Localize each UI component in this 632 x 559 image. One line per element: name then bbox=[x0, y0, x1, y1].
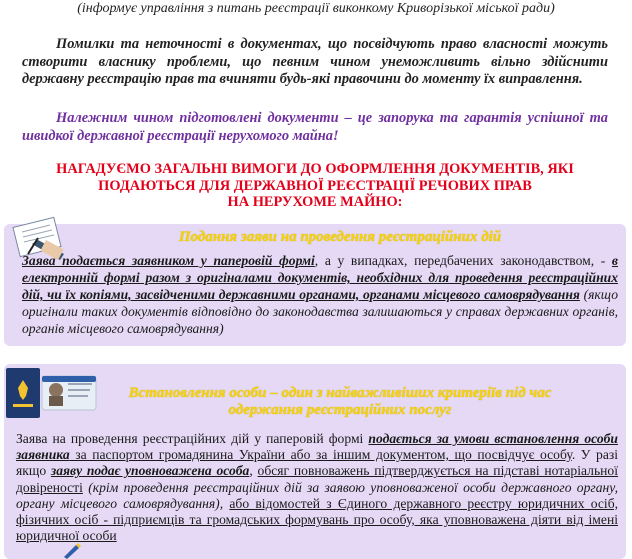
intro-paragraph: Помилки та неточності в документах, що посвідчують право власності можуть створити власнику проблеми, що певним чином унеможливить вільно здійснити державну реєстрацію прав та вчиняти будь-які правочини до моменту їх виправлення. bbox=[22, 36, 608, 88]
section-identity-title: Встановлення особи – один з найважливіших критеріїв під час одержання реєстраційних послуг bbox=[128, 385, 552, 418]
heading-line: ПОДАЮТЬСЯ ДЛЯ ДЕРЖАВНОЇ РЕЄСТРАЦІЇ РЕЧОВИХ ПРАВ bbox=[98, 177, 532, 194]
section-application-title: Подання заяви на проведення реєстраційних дій bbox=[178, 229, 502, 245]
section-identity-text: Заява на проведення реєстраційних дій у паперовій формі подається за умови встановлення особи заявника за паспортом громадянина України або за іншим документом, що посвідчує особу. У разі якщо заяву подає уповноважена особа, обсяг повноважень підтверджується на підставі нотаріальної довіреності (крім проведення реєстраційних дій за заявою уповноваженої особи державного органу, органу місцевого самоврядування), або відомостей з Єдиного державного реєстру юридичних осіб, фізичних осіб - підприємців та громадських формувань про особу, яка уповноважена діяти від імені юридичної особи bbox=[16, 431, 619, 544]
passport-id-icon bbox=[4, 366, 100, 428]
heading-line: НА НЕРУХОМЕ МАЙНО: bbox=[227, 194, 403, 211]
requirements-heading bbox=[30, 161, 600, 211]
page-subtitle: (інформує управління з питань реєстрації виконкому Криворізької міської ради) bbox=[77, 1, 555, 16]
heading-line: НАГАДУЄМО ЗАГАЛЬНІ ВИМОГИ ДО ОФОРМЛЕННЯ ДОКУМЕНТІВ, ЯКІ bbox=[56, 161, 574, 177]
pen-icon bbox=[62, 541, 84, 559]
section-application-text: Заява подається заявником у паперовій формі, а у випадках, передбачених законодавством, - в електронній формі разом з оригіналами документів, необхідних для проведення реєстраційних дій, чи їх копіями, засвідченими державними органами, органами місцевого самоврядування (якщо оригінали таких документів відповідно до законодавства залишаються у справах державних органів, органів місцевого самоврядування) bbox=[22, 253, 619, 336]
intro-highlight-paragraph: Належним чином підготовлені документи – це запорука та гарантія успішної та швидкої державної реєстрації нерухомого майна! bbox=[22, 110, 608, 144]
